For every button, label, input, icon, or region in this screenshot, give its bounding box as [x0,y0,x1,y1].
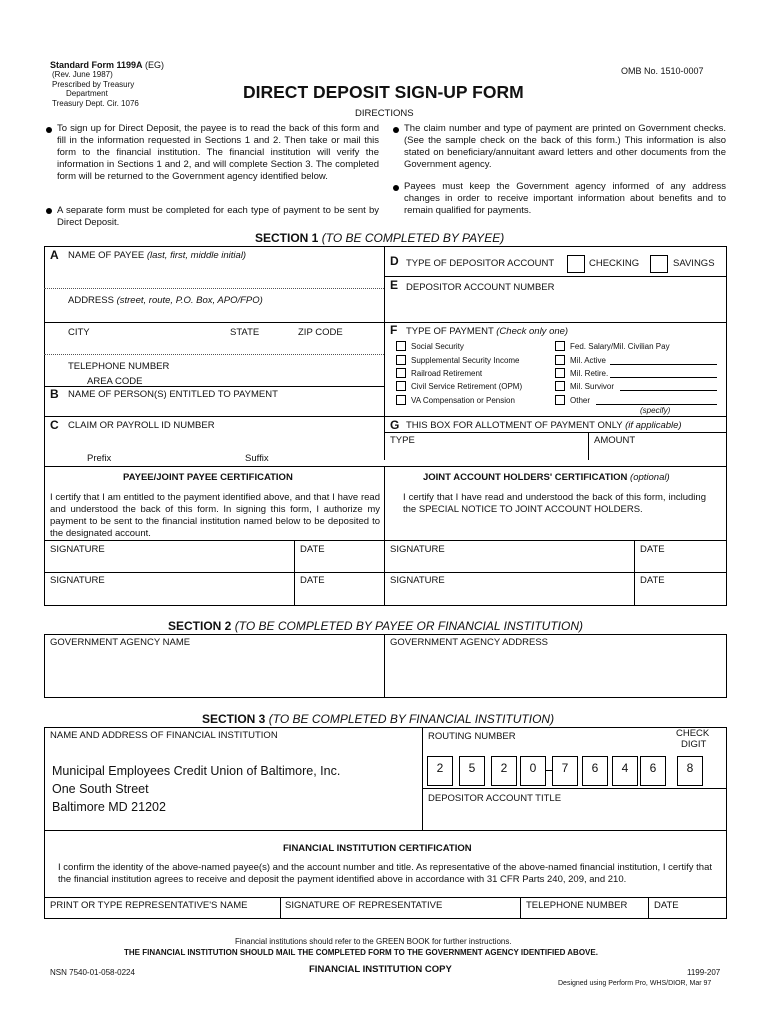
social-security-checkbox[interactable] [396,341,406,351]
payment-option-label: Mil. Retire. [570,369,609,378]
divider [44,830,727,831]
date-label: DATE [654,900,679,911]
rep-name-label: PRINT OR TYPE REPRESENTATIVE'S NAME [50,900,248,911]
column-divider [588,432,589,460]
payment-option-label: Fed. Salary/Mil. Civilian Pay [570,342,670,351]
type-label: TYPE [390,435,415,446]
fill-line [596,404,717,405]
allotment-label: THIS BOX FOR ALLOTMENT OF PAYMENT ONLY (if applicable) [406,420,682,431]
bullet-icon [46,208,52,214]
payment-type-label: TYPE OF PAYMENT (Check only one) [406,326,569,337]
field-letter-c: C [50,418,59,432]
designed-note: Designed using Perform Pro, WHS/DIOR, Mar 97 [558,980,712,987]
other-checkbox[interactable] [555,395,565,405]
divider [422,788,727,789]
divider [44,572,727,573]
divider [44,466,727,467]
check-digit[interactable]: 8 [677,756,703,786]
signature-label: SIGNATURE [50,544,105,555]
payee-name-label: NAME OF PAYEE (last, first, middle initial) [68,250,247,261]
mil-survivor-checkbox[interactable] [555,381,565,391]
mil-active-checkbox[interactable] [555,355,565,365]
treasury-circular: Treasury Dept. Cir. 1076 [52,98,139,108]
column-divider [520,897,521,919]
suffix-label: Suffix [245,453,269,464]
check-label: CHECK [676,728,710,739]
omb-number: OMB No. 1510-0007 [621,66,704,76]
routing-digit[interactable]: 6 [640,756,666,786]
savings-label: SAVINGS [673,258,715,269]
divider [44,416,727,417]
field-letter-a: A [50,248,59,262]
mil-retire-checkbox[interactable] [555,368,565,378]
department: Department [66,89,108,98]
payment-option-label: VA Compensation or Pension [411,396,515,405]
prefix-label: Prefix [87,453,112,464]
railroad-retirement-checkbox[interactable] [396,368,406,378]
routing-digit[interactable]: 2 [491,756,517,786]
divider [44,322,727,323]
account-title-label: DEPOSITOR ACCOUNT TITLE [428,793,562,804]
column-divider [634,540,635,606]
bullet-icon [46,127,52,133]
divider [44,540,727,541]
checking-checkbox[interactable] [567,255,585,273]
prescribed-by: Prescribed by Treasury [52,79,135,89]
fi-name: Municipal Employees Credit Union of Baltimore, Inc. [52,764,341,778]
divider [384,276,727,277]
zip-label: ZIP CODE [298,327,343,338]
mail-notice: THE FINANCIAL INSTITUTION SHOULD MAIL THE COMPLETED FORM TO THE GOVERNMENT AGENCY IDENTIFIED ABOVE. [124,948,598,957]
directions-heading: DIRECTIONS [355,108,414,119]
column-divider [294,540,295,606]
account-type-label: TYPE OF DEPOSITOR ACCOUNT [406,258,555,269]
column-divider [384,466,385,606]
payment-option-label: Civil Service Retirement (OPM) [411,382,523,391]
telephone-label: TELEPHONE NUMBER [68,361,170,372]
divider [384,432,727,433]
signature-label: SIGNATURE [50,575,105,586]
joint-cert-text: I certify that I have read and understood the back of this form, including the SPECIAL NOTICE TO JOINT ACCOUNT HOLDERS. [403,492,706,515]
field-letter-e: E [390,278,399,292]
payment-option-label: Social Security [411,342,464,351]
payment-option-label: Mil. Active [570,356,607,365]
payee-cert-text: I certify that I am entitled to the payment identified above, and that I have read and understood the back of this form. In signing this form, I authorize my payment to be sent to the financial institution named below to be deposited to the designated account. [50,492,380,539]
form-header [50,60,164,108]
fi-cert-heading: FINANCIAL INSTITUTION CERTIFICATION [283,843,472,854]
form-number: 1199-207 [687,968,721,977]
fi-name-label: NAME AND ADDRESS OF FINANCIAL INSTITUTION [50,730,278,741]
nsn-number: NSN 7540-01-058-0224 [50,968,135,977]
column-divider [280,897,281,919]
green-book-note: Financial institutions should refer to the GREEN BOOK for further instructions. [235,937,512,946]
payee-cert-heading: PAYEE/JOINT PAYEE CERTIFICATION [123,472,293,483]
form-id-suffix: (EG) [145,60,165,70]
date-label: DATE [640,575,665,586]
state-label: STATE [230,327,260,338]
fill-line [610,364,717,365]
revision-date: (Rev. June 1987) [52,70,113,79]
claim-id-label: CLAIM OR PAYROLL ID NUMBER [68,420,215,431]
field-letter-d: D [390,254,399,268]
civil-service-checkbox[interactable] [396,381,406,391]
area-code-label: AREA CODE [87,376,143,387]
section-2-title: SECTION 2 (TO BE COMPLETED BY PAYEE OR FINANCIAL INSTITUTION) [168,619,583,633]
payment-option-label: Supplemental Security Income [411,356,520,365]
field-letter-f: F [390,323,398,337]
agency-name-label: GOVERNMENT AGENCY NAME [50,637,191,648]
column-divider [422,727,423,830]
agency-address-label: GOVERNMENT AGENCY ADDRESS [390,637,549,648]
column-divider [384,246,385,460]
section-1-title: SECTION 1 (TO BE COMPLETED BY PAYEE) [255,231,505,245]
section-3-title: SECTION 3 (TO BE COMPLETED BY FINANCIAL INSTITUTION) [202,712,555,726]
savings-checkbox[interactable] [650,255,668,273]
account-number-label: DEPOSITOR ACCOUNT NUMBER [406,282,555,293]
routing-label: ROUTING NUMBER [428,731,516,742]
page-title: DIRECT DEPOSIT SIGN-UP FORM [243,82,524,102]
direction-text: The claim number and type of payment are printed on Government checks. (See the sample check on the back of this form.) This information is also stated on beneficiary/annuitant award letters and other documents from the Government agency. [404,123,726,170]
direction-text: Payees must keep the Government agency informed of any address changes in order to receive important information about benefits and to remain qualified for payments. [404,181,726,216]
routing-digit[interactable]: 0 [520,756,546,786]
payment-option-label: Railroad Retirement [411,369,483,378]
divider [44,354,384,355]
specify-label: (specify) [640,406,671,415]
fi-cert-text: I confirm the identity of the above-named payee(s) and the account number and title. As representative of the above-named financial institution, I certify that the financial institution agrees to receive and deposit the payment identified above in accordance with 31 CFR Parts 240, 209, and 210. [58,862,712,885]
signature-label: SIGNATURE [390,544,445,555]
bullet-icon [393,127,399,133]
routing-digit[interactable]: 7 [552,756,578,786]
city-label: CITY [68,327,90,338]
ssi-checkbox[interactable] [396,355,406,365]
divider [44,386,384,387]
entitled-persons-label: NAME OF PERSON(S) ENTITLED TO PAYMENT [68,389,278,400]
fed-salary-checkbox[interactable] [555,341,565,351]
fi-city-state-zip: Baltimore MD 21202 [52,800,166,814]
direction-text: A separate form must be completed for each type of payment to be sent by Direct Deposit. [57,205,379,228]
field-letter-g: G [390,418,400,432]
address-label: ADDRESS (street, route, P.O. Box, APO/FPO) [68,295,263,306]
amount-label: AMOUNT [594,435,636,446]
date-label: DATE [640,544,665,555]
date-label: DATE [300,544,325,555]
routing-digit[interactable]: 4 [612,756,638,786]
joint-cert-heading: JOINT ACCOUNT HOLDERS' CERTIFICATION (optional) [423,472,670,483]
bullet-icon [393,185,399,191]
direction-text: To sign up for Direct Deposit, the payee is to read the back of this form and fill in the information requested in Sections 1 and 2. Then take or mail this form to the financial institution. The financial institution will verify the information in Sections 1 and 2, and will complete Section 3. The completed form will be returned to the Government agency identified below. [57,123,379,182]
checking-label: CHECKING [589,258,640,269]
routing-digit[interactable]: 6 [582,756,608,786]
divider [44,897,727,898]
date-label: DATE [300,575,325,586]
fill-line [610,377,717,378]
field-letter-b: B [50,387,59,401]
routing-digit[interactable]: 5 [459,756,485,786]
va-compensation-checkbox[interactable] [396,395,406,405]
routing-digit[interactable]: 2 [427,756,453,786]
copy-label: FINANCIAL INSTITUTION COPY [309,964,452,975]
rep-signature-label: SIGNATURE OF REPRESENTATIVE [285,900,443,911]
digit-label: DIGIT [681,739,707,750]
payment-option-label: Mil. Survivor [570,382,615,391]
fi-street: One South Street [52,782,149,796]
column-divider [384,634,385,698]
payment-option-label: Other [570,396,591,405]
column-divider [648,897,649,919]
form-id: Standard Form 1199A [50,60,143,70]
phone-label: TELEPHONE NUMBER [526,900,628,911]
divider [44,288,384,289]
fill-line [620,390,717,391]
signature-label: SIGNATURE [390,575,445,586]
